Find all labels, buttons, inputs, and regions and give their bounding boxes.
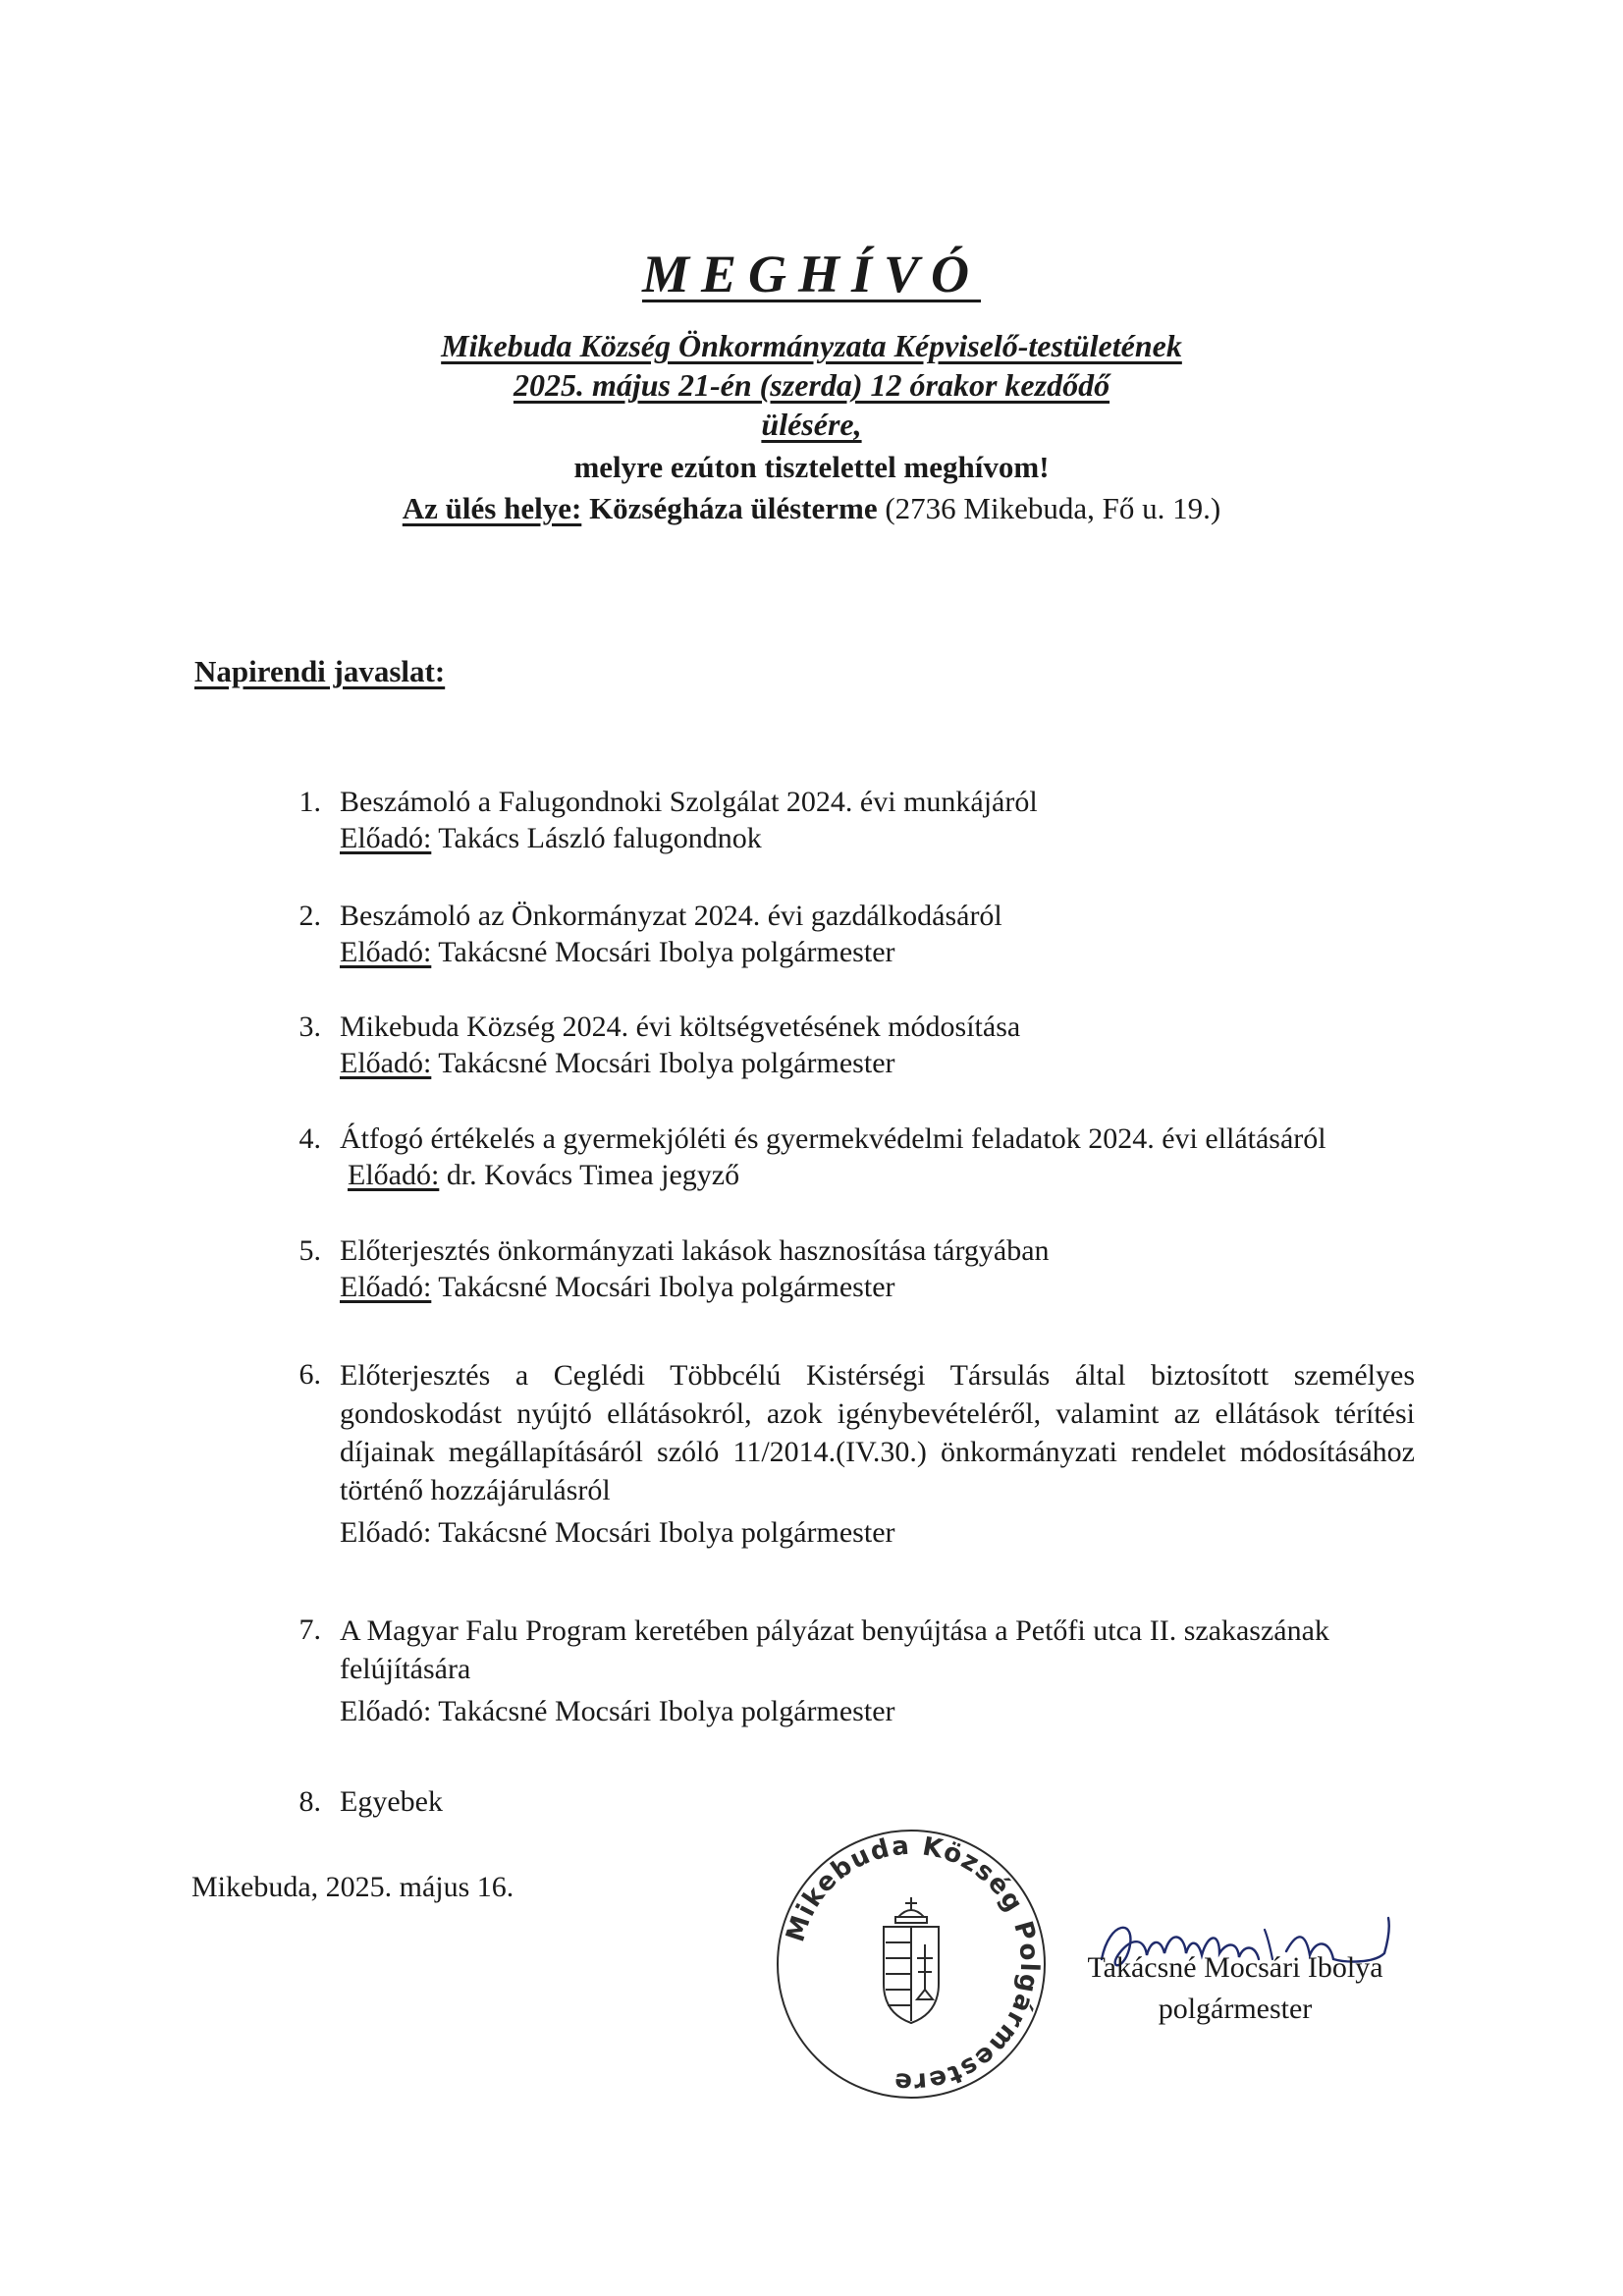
agenda-item-text: Mikebuda Község 2024. évi költségvetésének módosítása <box>340 1011 1021 1043</box>
presenter-name: Takácsné Mocsári Ibolya polgármester <box>438 1271 895 1303</box>
agenda-item-presenter <box>340 820 1415 856</box>
invitation-text: melyre ezúton tisztelettel meghívom! <box>573 450 1050 484</box>
coat-of-arms-icon <box>884 1897 939 2023</box>
agenda-item-text: Beszámoló a Falugondnoki Szolgálat 2024. évi munkájáról <box>340 786 1038 818</box>
agenda-item-presenter <box>340 1045 1415 1081</box>
presenter-name: Takácsné Mocsári Ibolya polgármester <box>438 936 895 968</box>
presenter-label: Előadó: <box>340 936 432 968</box>
agenda-item-presenter <box>340 1513 1415 1552</box>
meeting-datetime-line: 2025. május 21-én (szerda) 12 órakor kezdődő <box>513 367 1110 403</box>
presenter-name: Takács László falugondnok <box>438 822 762 854</box>
agenda-item-number: 6. <box>298 1358 321 1391</box>
agenda-item-number: 4. <box>298 1122 321 1155</box>
agenda-item-number: 1. <box>298 786 321 818</box>
presenter-name: Takácsné Mocsári Ibolya polgármester <box>438 1047 895 1079</box>
agenda-item-text: Előterjesztés önkormányzati lakások hasznosítása tárgyában <box>340 1234 1050 1267</box>
presenter-label: Előadó: <box>340 1047 432 1079</box>
presenter-label: Előadó: <box>348 1159 440 1191</box>
agenda-item-number: 5. <box>298 1234 321 1267</box>
svg-text:Mikebuda Község Polgármestere <box>781 1831 1044 2098</box>
agenda-item-text: Előterjesztés a Ceglédi Többcélú Kistérségi Társulás által biztosított személyes gondoskodást nyújtó ellátásokról, azok igénybevételéről, valamint az ellátások térítési díjainak megállapításáról szóló 11/2014.(IV.30.) önkormányzati rendelet módosításához történő hozzájárulásról <box>340 1359 1415 1506</box>
venue-address: (2736 Mikebuda, Fő u. 19.) <box>885 491 1221 525</box>
presenter-name: Takácsné Mocsári Ibolya polgármester <box>438 1695 895 1727</box>
presenter-label: Előadó: <box>340 1695 432 1727</box>
document-title: MEGHÍVÓ <box>641 245 982 303</box>
agenda-item-number: 8. <box>298 1785 321 1818</box>
presenter-name: Takácsné Mocsári Ibolya polgármester <box>438 1516 895 1549</box>
presenter-name: dr. Kovács Timea jegyző <box>446 1159 740 1191</box>
seal-text: Mikebuda Község Polgármestere <box>781 1831 1045 2098</box>
agenda-item-text: Átfogó értékelés a gyermekjóléti és gyermekvédelmi feladatok 2024. évi ellátásáról <box>340 1122 1326 1155</box>
agenda-item-number: 2. <box>298 900 321 932</box>
council-line: Mikebuda Község Önkormányzata Képviselő-testületének <box>441 328 1182 363</box>
agenda-item-text: Beszámoló az Önkormányzat 2024. évi gazdálkodásáról <box>340 900 1002 932</box>
agenda-item-presenter <box>340 1157 1415 1193</box>
meeting-line: ülésére, <box>761 407 862 442</box>
agenda-heading: Napirendi javaslat: <box>194 654 446 688</box>
presenter-label: Előadó: <box>340 1271 432 1303</box>
venue-name: Községháza ülésterme <box>589 491 878 525</box>
signer-title: polgármester <box>1158 1993 1313 2025</box>
agenda-item-presenter <box>340 1692 1415 1730</box>
agenda-item-presenter <box>340 934 1415 970</box>
official-seal-icon <box>774 1827 1049 2102</box>
agenda-item-number: 3. <box>298 1011 321 1043</box>
presenter-label: Előadó: <box>340 1516 432 1549</box>
agenda-item-number: 7. <box>298 1613 321 1646</box>
venue-label: Az ülés helye: <box>402 491 582 525</box>
signer-name: Takácsné Mocsári Ibolya <box>1087 1951 1383 1984</box>
agenda-item-text: A Magyar Falu Program keretében pályázat benyújtása a Petőfi utca II. szakaszának felújítására <box>340 1614 1329 1685</box>
venue-line <box>0 491 1623 526</box>
place-and-date: Mikebuda, 2025. május 16. <box>191 1871 514 1903</box>
presenter-label: Előadó: <box>340 822 432 854</box>
agenda-item-text: Egyebek <box>340 1785 443 1818</box>
agenda-item-presenter <box>340 1269 1415 1305</box>
